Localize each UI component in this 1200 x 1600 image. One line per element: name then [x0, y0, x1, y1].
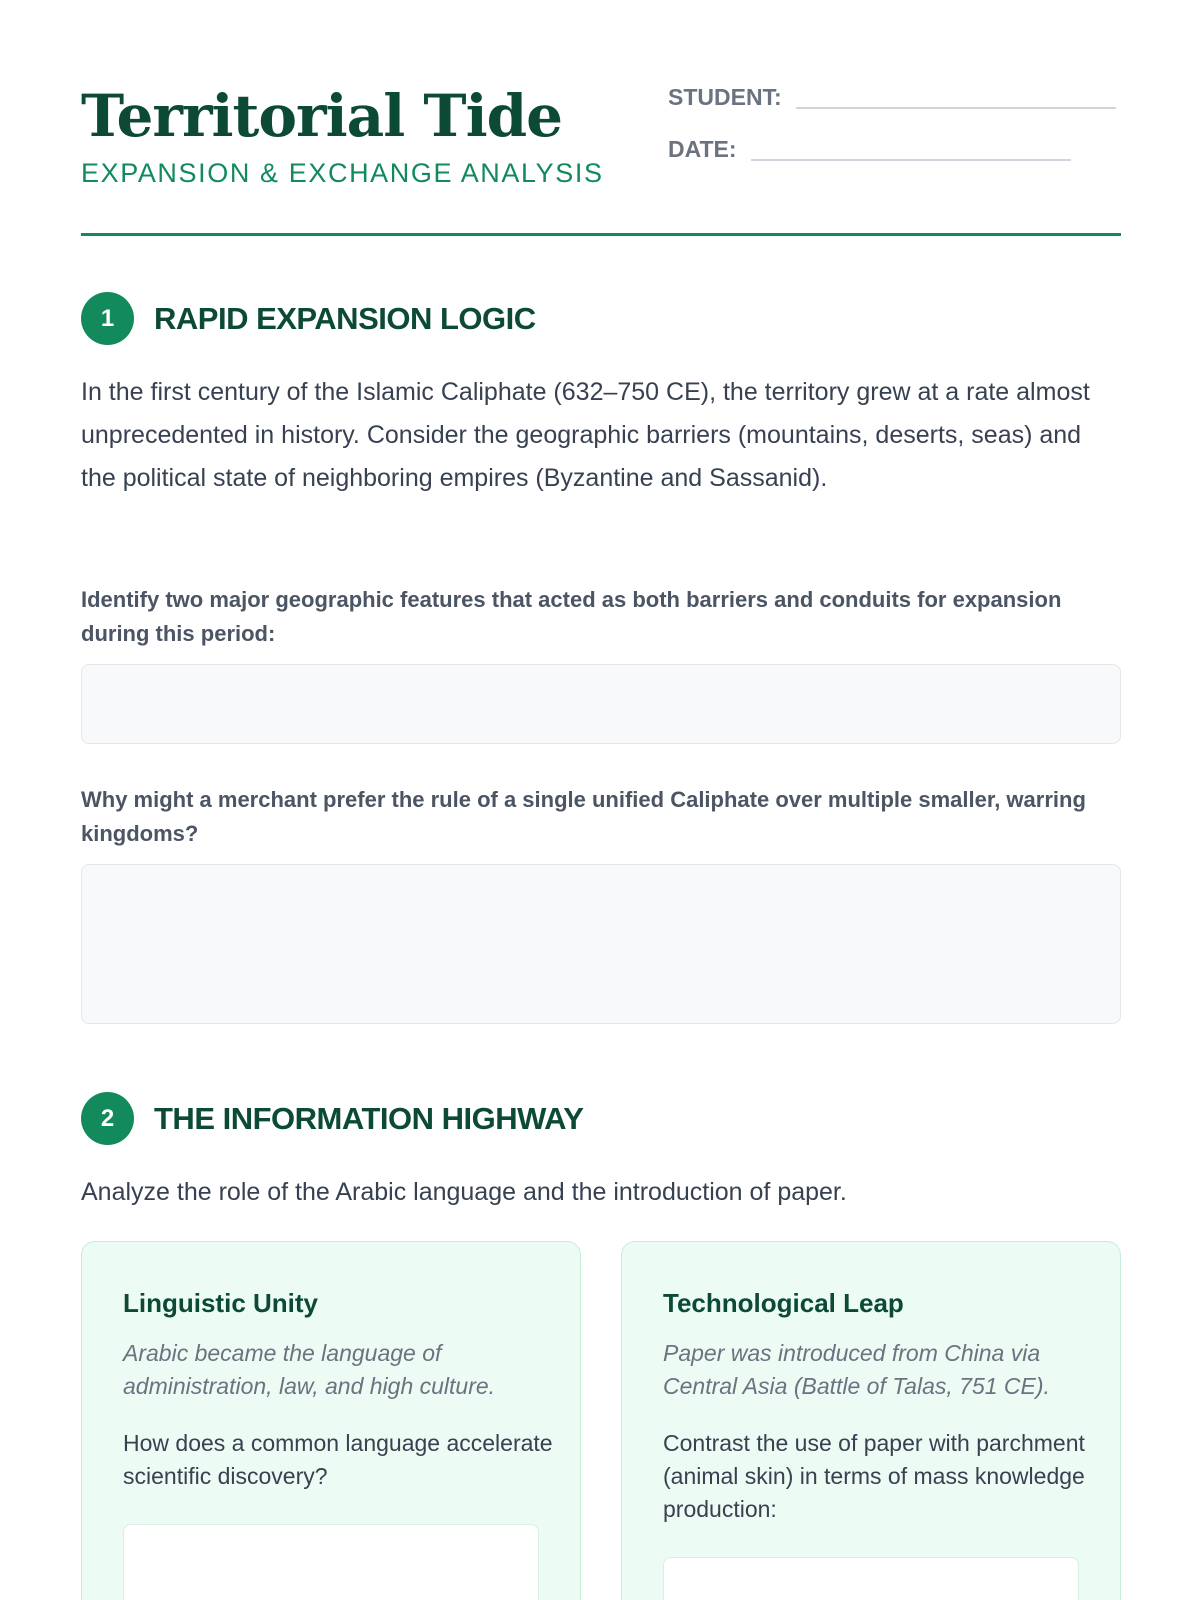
card-question: How does a common language accelerate scientific discovery? — [123, 1430, 553, 1489]
card-description: Paper was introduced from China via Central Asia (Battle of Talas, 751 CE). — [663, 1340, 1050, 1399]
section-2-intro: Analyze the role of the Arabic language and the introduction of paper. — [81, 1178, 847, 1206]
worksheet-title: Territorial Tide — [81, 82, 563, 150]
card-description: Arabic became the language of administration, law, and high culture. — [123, 1340, 496, 1399]
section-2-header — [81, 1092, 583, 1145]
section-1-question-2: Why might a merchant prefer the rule of a single unified Caliphate over multiple smaller, warring kingdoms? — [81, 787, 1086, 846]
student-label: STUDENT: — [668, 84, 782, 110]
question-1-answer-box[interactable] — [81, 664, 1121, 744]
card-title: Technological Leap — [663, 1288, 904, 1318]
date-blank-line[interactable] — [751, 159, 1071, 161]
date-field — [668, 136, 1071, 163]
card-question: Contrast the use of paper with parchment (animal skin) in terms of mass knowledge production: — [663, 1430, 1085, 1522]
card-title: Linguistic Unity — [123, 1288, 318, 1318]
linguistic-unity-answer-box[interactable] — [123, 1524, 539, 1600]
worksheet-page — [81, 0, 1121, 1600]
student-blank-line[interactable] — [796, 107, 1116, 109]
card-technological-leap — [621, 1241, 1121, 1600]
section-1-header — [81, 292, 536, 345]
section-1-question-1: Identify two major geographic features that acted as both barriers and conduits for expansion during this period: — [81, 587, 1062, 646]
section-2-title: THE INFORMATION HIGHWAY — [154, 1100, 584, 1136]
student-field — [668, 84, 1116, 111]
section-1-number-badge: 1 — [81, 292, 134, 345]
card-linguistic-unity — [81, 1241, 581, 1600]
technological-leap-answer-box[interactable] — [663, 1557, 1079, 1600]
worksheet-header — [81, 78, 1121, 236]
section-2-number-badge: 2 — [81, 1092, 134, 1145]
section-1-intro: In the first century of the Islamic Caliphate (632–750 CE), the territory grew at a rate almost unprecedented in history. Consider the geographic barriers (mountains, deserts, seas) and the political state of neighboring empires (Byzantine and Sassanid). — [81, 378, 1090, 492]
date-label: DATE: — [668, 136, 737, 162]
worksheet-subtitle: EXPANSION & EXCHANGE ANALYSIS — [81, 158, 604, 188]
question-2-answer-box[interactable] — [81, 864, 1121, 1024]
section-1-title: RAPID EXPANSION LOGIC — [154, 300, 536, 336]
